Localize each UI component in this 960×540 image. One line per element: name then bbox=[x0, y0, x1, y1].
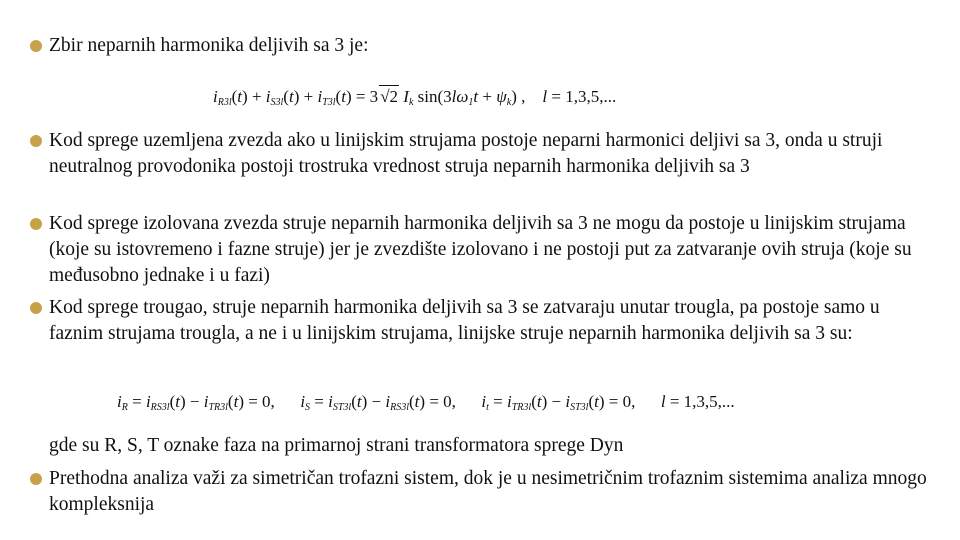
bullet-dot-icon bbox=[30, 473, 42, 485]
bullet-dot-icon bbox=[30, 218, 42, 230]
bullet-item-5 bbox=[30, 466, 935, 518]
formula-line-currents: $i_R = i_{RS3l}(t) - i_{TR3l}(t) = 0$, $i_S = i_{ST3l}(t) - i_{RS3l}(t) = 0$, $i_t = i_{TR3l}(t) - i_{ST3l}(t) = 0$, l = 1,3,5,... bbox=[117, 392, 735, 413]
bullet-item-3 bbox=[30, 211, 935, 289]
bullet-text: Zbir neparnih harmonika deljivih sa 3 je: bbox=[49, 35, 369, 56]
bullet-dot-icon bbox=[30, 40, 42, 52]
bullet-item-1 bbox=[30, 33, 935, 59]
bullet-text: Kod sprege izolovana zvezda struje neparnih harmonika deljivih sa 3 ne mogu da postoje u linijskim strujama (koje su istovremeno i fazne struje) jer je zvezdište izolovano i ne postoji put za zatvaranje ovih struja (koje su međusobno jednake i u fazi) bbox=[49, 213, 912, 286]
bullet-item-2 bbox=[30, 128, 935, 180]
bullet-text: Kod sprege trougao, struje neparnih harmonika deljivih sa 3 se zatvaraju unutar trougla, pa postoje samo u faznim strujama trougla, a ne i u linijskim strujama, linijske struje neparnih harmonika deljivih sa 3 su: bbox=[49, 297, 880, 344]
note-text: gde su R, S, T oznake faza na primarnoj strani transformatora sprege Dyn bbox=[49, 435, 624, 456]
bullet-dot-icon bbox=[30, 135, 42, 147]
bullet-dot-icon bbox=[30, 302, 42, 314]
bullet-item-4 bbox=[30, 295, 935, 347]
formula-harmonic-sum: $i_{R3l}(t) + i_{S3l}(t) + i_{T3l}(t) = 3$ √2 $I_k$ $\sin(3l\omega_1t + \psi_k)$ , l = 1,3,5,... bbox=[213, 87, 617, 108]
bullet-text: Kod sprege uzemljena zvezda ako u linijskim strujama postoje neparni harmonici deljivi sa 3, onda u struji neutralnog provodonika postoji trostruka vrednost struja neparnih harmonika deljivih sa 3 bbox=[49, 130, 883, 177]
note-phase-labels bbox=[49, 433, 623, 459]
bullet-text: Prethodna analiza važi za simetričan trofazni sistem, dok je u nesimetričnim trofaznim sistemima analiza mnogo kompleksnija bbox=[49, 468, 927, 515]
